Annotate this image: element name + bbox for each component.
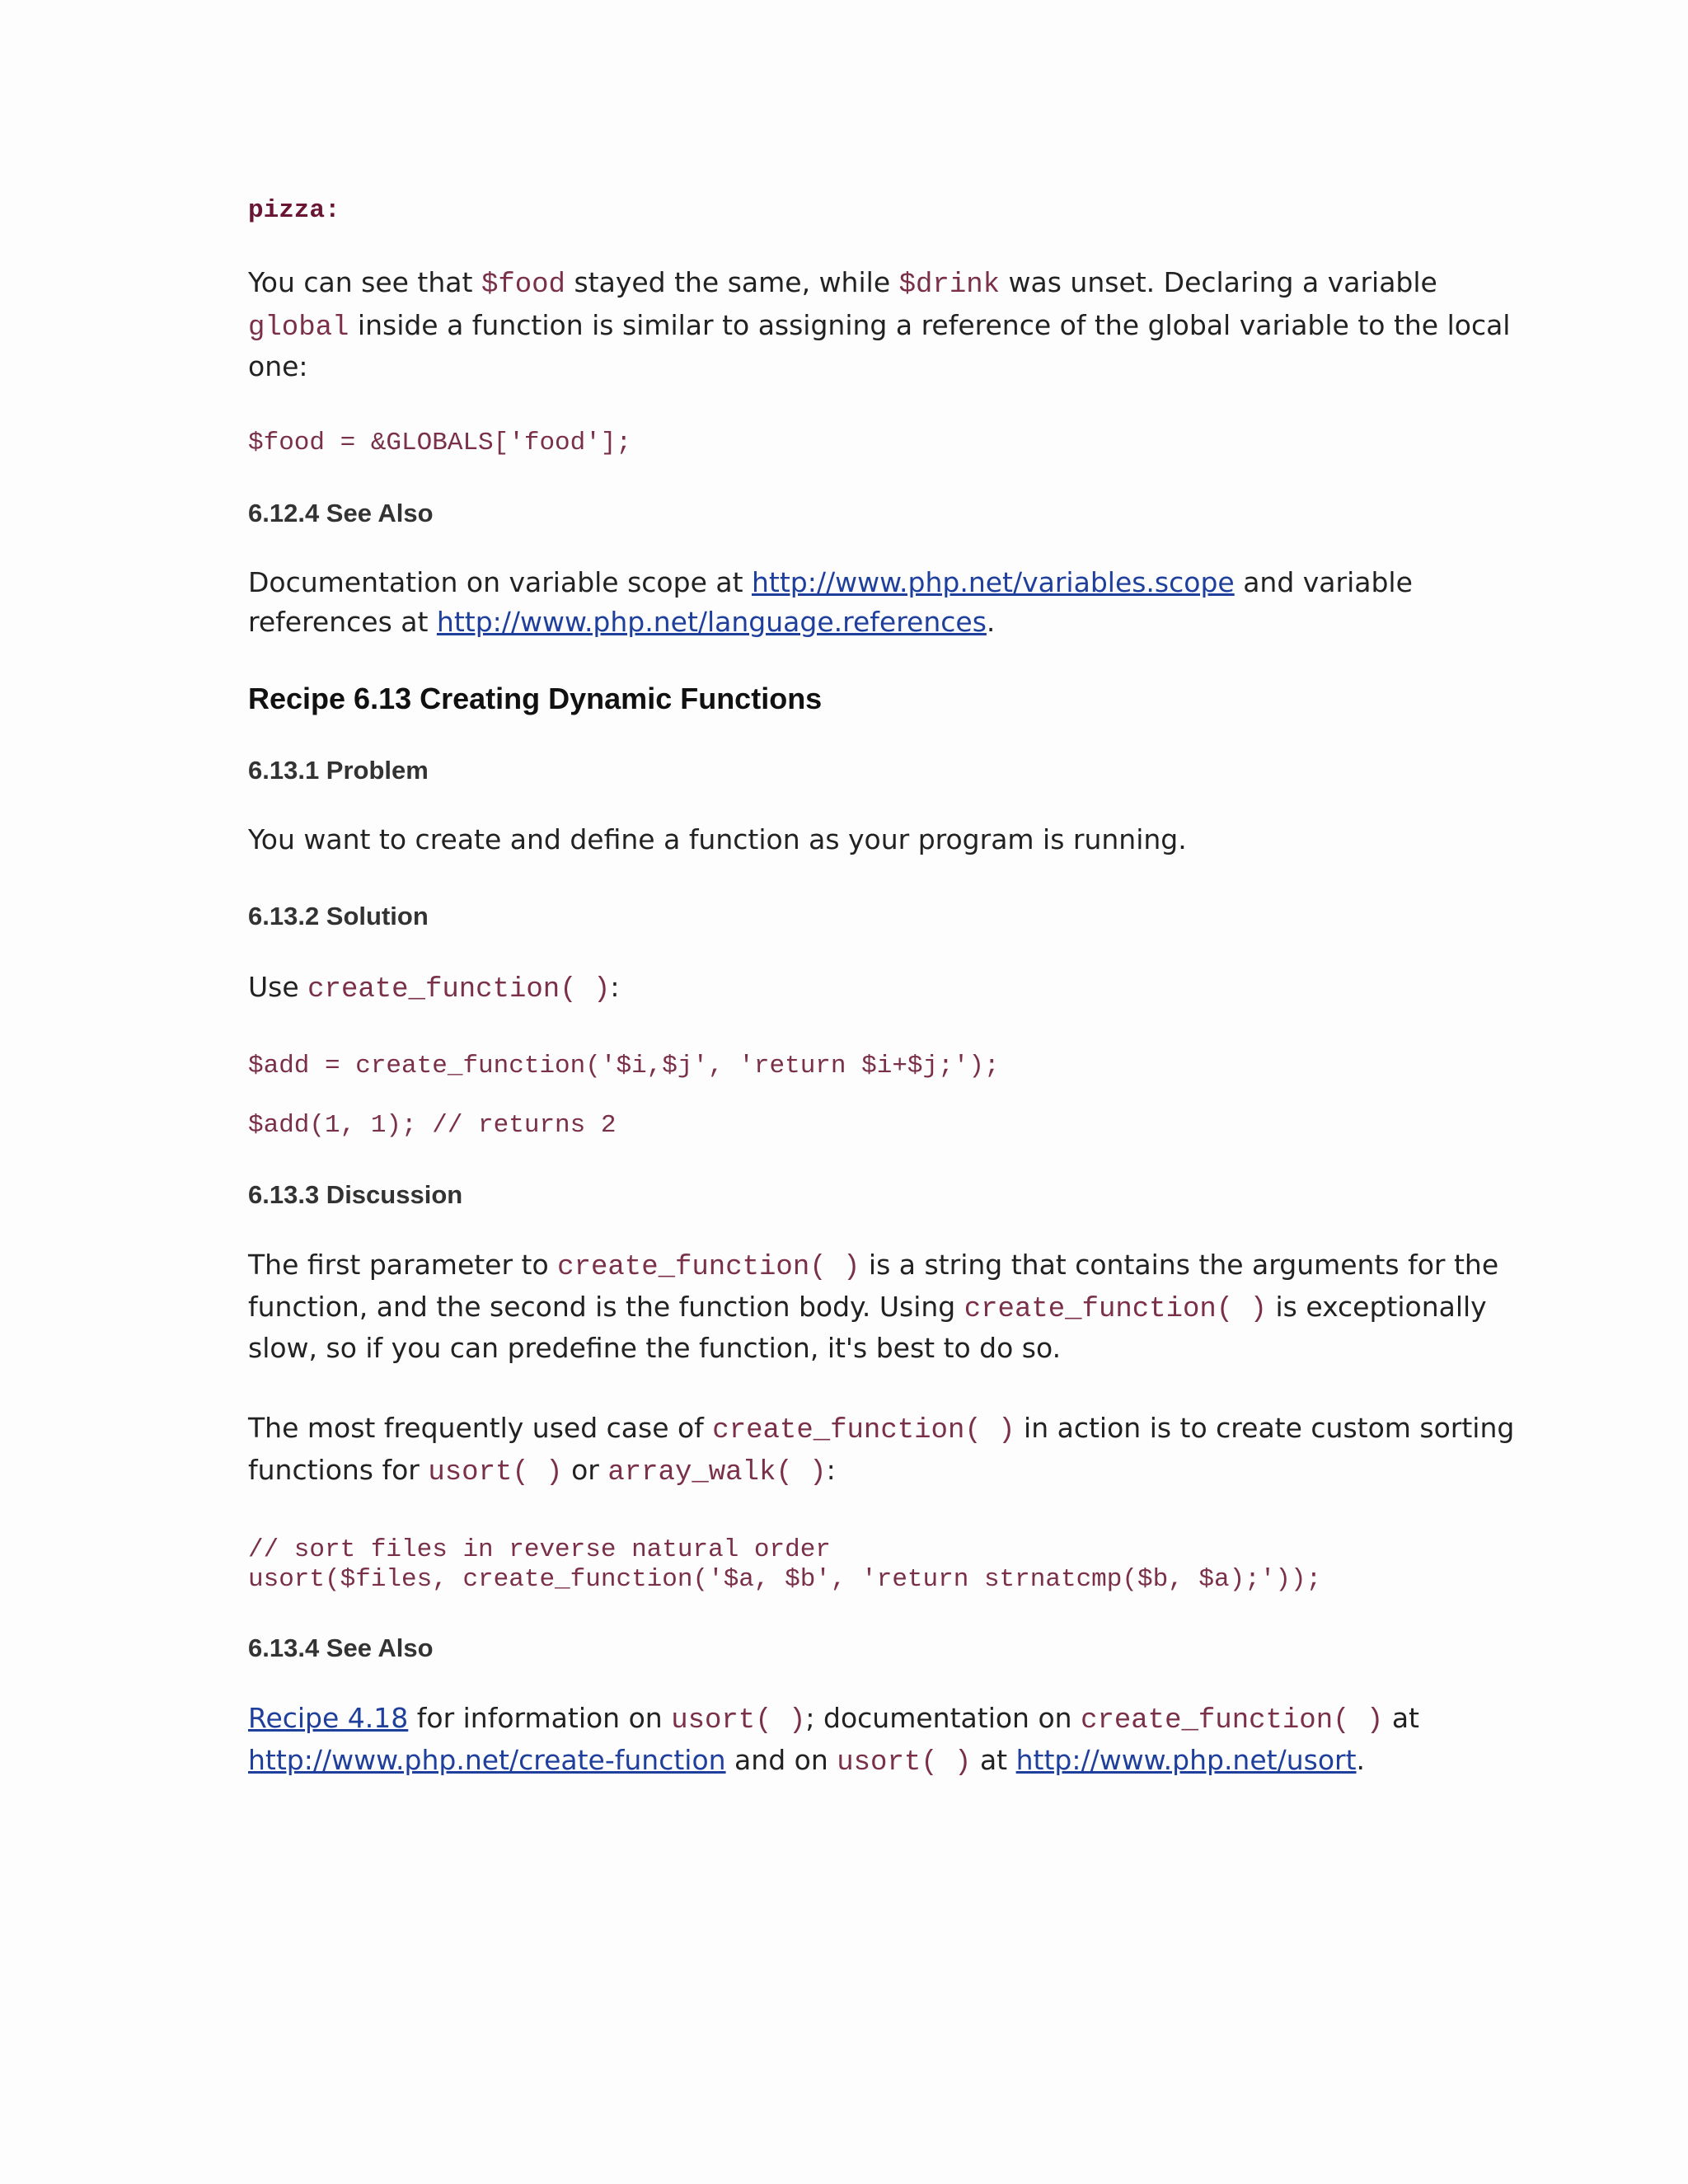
- text: :: [826, 1454, 836, 1486]
- inline-code: usort( ): [671, 1705, 806, 1736]
- inline-code: usort( ): [837, 1747, 972, 1779]
- text: The most frequently used case of: [248, 1412, 713, 1444]
- inline-code: global: [248, 312, 349, 344]
- text: references at: [248, 606, 437, 638]
- inline-code: usort( ): [428, 1457, 563, 1488]
- text: function, and the second is the function body. Using: [248, 1291, 964, 1323]
- text: at: [1383, 1702, 1419, 1734]
- paragraph-line: [248, 1327, 1061, 1370]
- text: functions for: [248, 1454, 429, 1486]
- paragraph-line: [248, 561, 1413, 604]
- paragraph-line: [248, 1697, 1419, 1742]
- pizza-code: pizza:: [248, 196, 340, 225]
- text: and variable: [1234, 566, 1413, 598]
- paragraph-line: [248, 966, 620, 1011]
- section-heading: 6.13.3 Discussion: [248, 1180, 463, 1209]
- problem-text: You want to create and define a function as your program is running.: [248, 823, 1187, 855]
- text: or: [562, 1454, 608, 1486]
- language-references-link[interactable]: http://www.php.net/language.references: [436, 606, 987, 638]
- text: was unset. Declaring a variable: [1000, 266, 1437, 298]
- inline-code: $drink: [898, 269, 1001, 301]
- text: for information on: [408, 1702, 672, 1734]
- text: is exceptionally: [1267, 1291, 1487, 1323]
- section-heading: 6.13.2 Solution: [248, 902, 429, 930]
- text: You can see that: [248, 266, 481, 298]
- inline-code: create_function( ): [557, 1252, 860, 1283]
- text: The first parameter to: [248, 1249, 558, 1281]
- paragraph-line: [248, 601, 995, 644]
- text: .: [1356, 1744, 1366, 1776]
- code-block: // sort files in reverse natural order usort($files, create_function('$a, $b', 'return strnatcmp($b, $a);'));: [248, 1535, 1322, 1594]
- text: Documentation on variable scope at: [248, 566, 753, 598]
- text: slow, so if you can predefine the function, it's best to do so.: [248, 1332, 1062, 1364]
- code-block: $add(1, 1); // returns 2: [248, 1111, 617, 1140]
- variables-scope-link[interactable]: http://www.php.net/variables.scope: [752, 566, 1235, 598]
- paragraph-line: [248, 304, 1510, 349]
- paragraph-line: [248, 1449, 836, 1494]
- section-heading: 6.12.4 See Also: [248, 499, 434, 527]
- recipe-title: Recipe 6.13 Creating Dynamic Functions: [248, 682, 823, 715]
- paragraph-line: [248, 1407, 1514, 1452]
- text: :: [610, 971, 620, 1003]
- text: ; documentation on: [805, 1702, 1081, 1734]
- create-function-link[interactable]: http://www.php.net/create-function: [248, 1744, 726, 1776]
- section-heading: 6.13.4 See Also: [248, 1633, 434, 1662]
- code-block: $food = &GLOBALS['food'];: [248, 429, 632, 457]
- text: is a string that contains the arguments for the: [860, 1249, 1499, 1281]
- recipe-4-18-link[interactable]: Recipe 4.18: [248, 1702, 409, 1734]
- inline-code: array_walk( ): [607, 1457, 827, 1488]
- text: in action is to create custom sorting: [1015, 1412, 1515, 1444]
- paragraph-line: [248, 345, 308, 388]
- text: and on: [725, 1744, 837, 1776]
- pizza-label: [248, 196, 340, 225]
- text: at: [971, 1744, 1016, 1776]
- text: Use: [248, 971, 308, 1003]
- paragraph-line: [248, 1286, 1487, 1331]
- inline-code: create_function( ): [307, 974, 611, 1005]
- section-heading: 6.13.1 Problem: [248, 756, 429, 785]
- text: inside a function is similar to assigning a reference of the global variable to the local: [349, 309, 1511, 341]
- paragraph-line: [248, 1739, 1365, 1784]
- text: one:: [248, 350, 308, 382]
- usort-link[interactable]: http://www.php.net/usort: [1015, 1744, 1357, 1776]
- inline-code: $food: [481, 269, 565, 301]
- inline-code: create_function( ): [964, 1294, 1267, 1325]
- paragraph-line: [248, 261, 1437, 307]
- code-block: $add = create_function('$i,$j', 'return $i+$j;');: [248, 1052, 1000, 1080]
- text: stayed the same, while: [565, 266, 899, 298]
- inline-code: create_function( ): [1081, 1705, 1384, 1736]
- paragraph-line: [248, 1244, 1498, 1289]
- inline-code: create_function( ): [712, 1415, 1015, 1446]
- text: .: [986, 606, 996, 638]
